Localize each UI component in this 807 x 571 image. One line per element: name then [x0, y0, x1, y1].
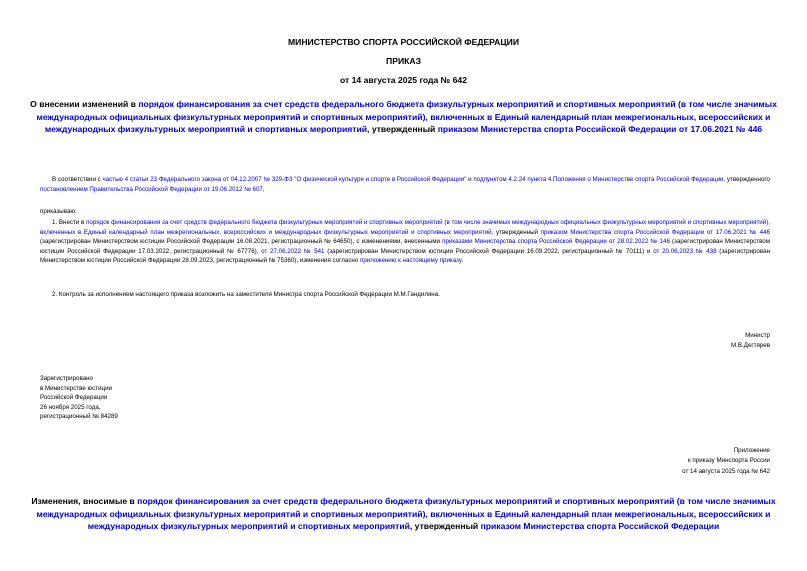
registration-line: в Министерстве юстиции [40, 384, 113, 392]
basis-link-resolution[interactable]: постановлением Правительства Российской Федерации от 19.06.2012 № 607 [40, 185, 263, 193]
paragraph-basis [40, 175, 770, 194]
item1-link-order-438[interactable]: от 20.06.2023 № 438 [653, 247, 717, 255]
item1-text-6: (зарегистрирован Министерством юстиции Российской Федерации 28.09.2023, регистрационный № 75360), изменения согласно [40, 247, 771, 265]
item1-text-4: (зарегистрирован Министерством юстиции Российской Федерации 17.03.2022, регистрационный № 67776), [40, 238, 770, 255]
item1-link-order-541[interactable]: от 27.06.2022 № 541 [261, 247, 325, 255]
item1-text-1: 1. Внести в [52, 219, 87, 226]
item1-link-procedure[interactable]: порядок финансирования за счет средств федерального бюджета физкультурных мероприятий и спортивных мероприятий (в том числе значимых международных официальных физкультурных мероприятий и спортивных мероприятий), включенных в Единый календарный план межрегиональных, всероссийских и международных физкультурных мероприятий и спортивных мероприятий [40, 219, 771, 236]
paragraph-item-2: 2. Контроль за исполнением настоящего приказа возложить на заместителя Министра спорта Российской Федерации М.М.Гандиляна. [52, 291, 440, 298]
appendix-title-middle: , утвержденный [409, 521, 481, 531]
appendix-title [30, 495, 777, 533]
registration-line: 26 ноября 2025 года, [40, 403, 101, 411]
basis-link-regulation[interactable]: подпунктом 4.2.24 пункта 4 Положения о Министерстве спорта Российской Федерации [473, 176, 724, 183]
basis-text-4: , [262, 185, 265, 193]
paragraph-item-1 [40, 218, 770, 266]
basis-text-2: и [466, 176, 474, 183]
basis-text-1: В соответствии с [52, 176, 103, 183]
signature-position: Министр [745, 332, 770, 339]
registration-line: Российской Федерации [40, 394, 108, 401]
title-link-procedure[interactable]: порядок финансирования за счет средств федерального бюджета физкультурных мероприятий и спортивных мероприятий (в том числе значимых международных официальных физкультурных мероприятий и спортивных мероприятий), включенных в Единый календарный план межрегиональных, всероссийских и международных физкультурных мероприятий и спортивных мероприятий [36, 99, 777, 134]
item1-text-5: (зарегистрирован Министерством юстиции Российской Федерации 16.09.2022, регистрационный № 70111) и [324, 247, 654, 255]
appendix-line: Приложение [733, 447, 770, 454]
appendix-title-link-procedure[interactable]: порядок финансирования за счет средств федерального бюджета физкультурных мероприятий и спортивных мероприятий (в том числе значимых международных официальных физкультурных мероприятий и спортивных мероприятий), включенных в Единый календарный план межрегиональных, всероссийских и международных физкультурных мероприятий и спортивных мероприятий [36, 496, 776, 531]
basis-text-3: , утвержденного [723, 176, 770, 183]
appendix-title-link-order[interactable]: приказом Министерства спорта Российской Федерации [480, 521, 720, 531]
title-middle: , утвержденный [367, 124, 438, 134]
order-title [30, 98, 777, 136]
ministry-heading: МИНИСТЕРСТВО СПОРТА РОССИЙСКОЙ ФЕДЕРАЦИИ [287, 37, 519, 47]
appendix-title-prefix: Изменения, вносимые в [31, 496, 138, 506]
item1-link-appendix[interactable]: приложению к настоящему приказу [360, 257, 462, 265]
basis-link-law[interactable]: частью 4 статьи 23 Федерального закона от 04.12.2007 № 329-ФЗ "О физической культуре и спорте в Российской Федерации" [102, 176, 467, 183]
item1-link-order-146[interactable]: приказами Министерства спорта Российской Федерации от 28.02.2022 № 146 [442, 238, 670, 246]
doc-date-number: от 14 августа 2025 года № 642 [340, 75, 467, 85]
signature-block [731, 331, 770, 351]
doc-type-heading: ПРИКАЗ [386, 56, 421, 66]
title-link-order-446[interactable]: приказом Министерства спорта Российской Федерации от 17.06.2021 № 446 [437, 124, 763, 134]
appendix-line: к приказу Минспорта России [687, 457, 770, 465]
item1-text-3: (зарегистрирован Министерством юстиции Российской Федерации 16.08.2021, регистрационный № 64650), с изменениями, внесенными [40, 238, 443, 246]
item1-link-order-446[interactable]: приказом Министерства спорта Российской Федерации от 17.06.2021 № 446 [540, 228, 770, 236]
item1-text-2: , утвержденный [491, 228, 541, 236]
item1-text-7: . [461, 257, 464, 265]
registration-line: Зарегистрировано [40, 375, 93, 382]
registration-line: регистрационный № 84289 [40, 413, 118, 420]
registration-block [40, 374, 118, 422]
signature-name: М.В.Дегтярев [731, 342, 770, 349]
appendix-line: от 14 августа 2025 года № 642 [682, 467, 770, 475]
paragraph-order-word: приказываю: [40, 208, 77, 215]
title-prefix: О внесении изменений в [30, 99, 139, 109]
appendix-note [682, 446, 770, 477]
